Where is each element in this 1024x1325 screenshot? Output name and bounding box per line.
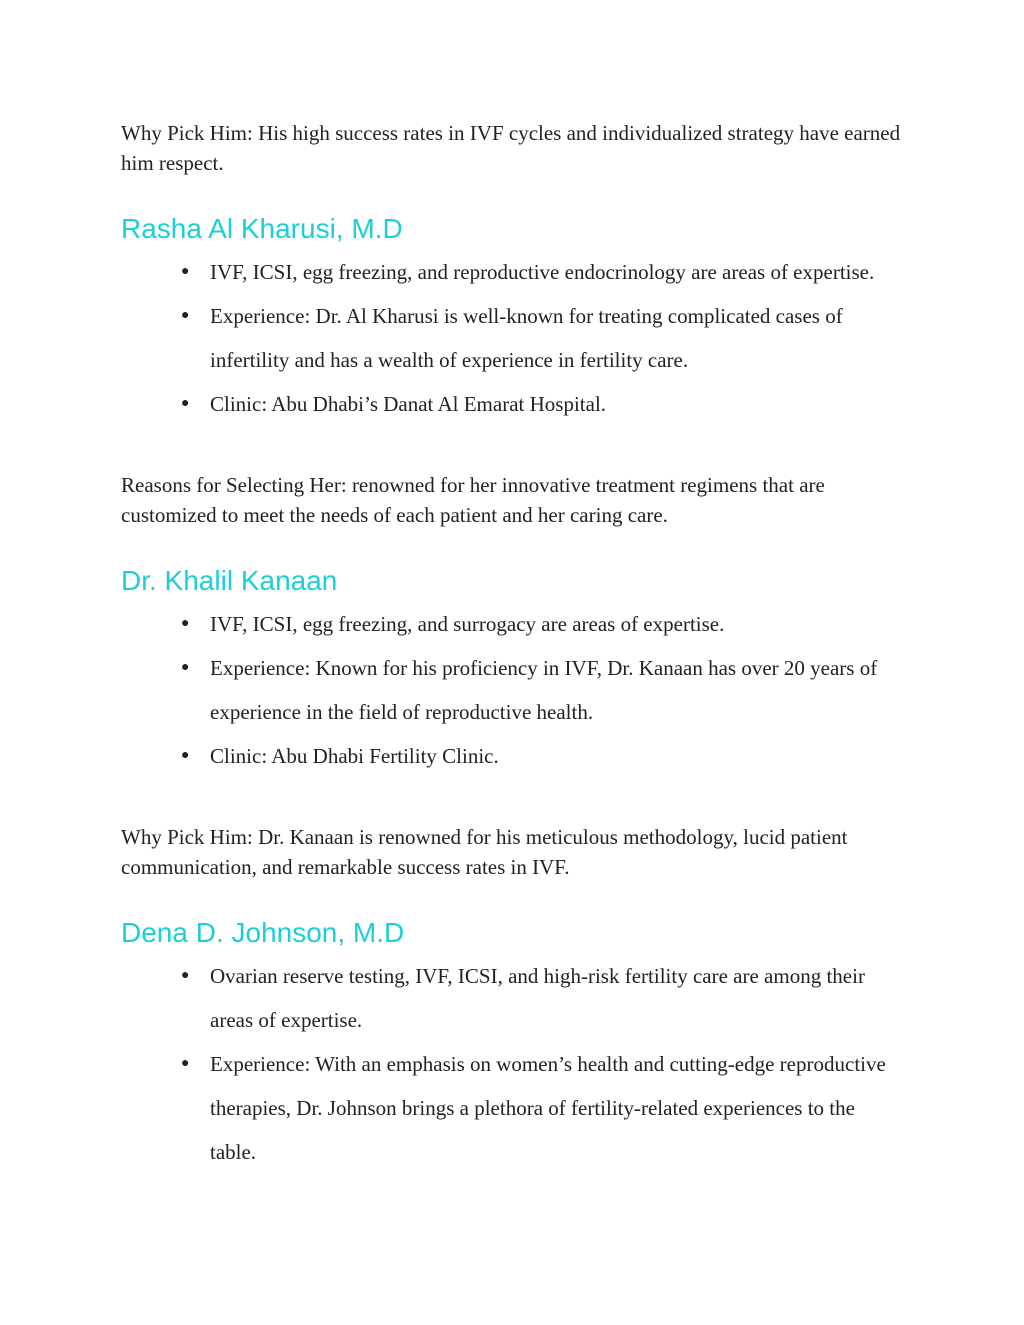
list-item [181, 250, 900, 294]
bullet-icon: ● [181, 308, 190, 323]
bullet-icon: ● [181, 968, 190, 983]
doctor-heading-dena-d-johnson: Dena D. Johnson, M.D [121, 917, 405, 948]
list-item [181, 1042, 900, 1174]
list-item [181, 734, 900, 778]
why-pick-him-paragraph-2: Why Pick Him: Dr. Kanaan is renowned for his meticulous methodology, lucid patient communication, and remarkable success rates in IVF. [121, 825, 848, 879]
list-item-text: IVF, ICSI, egg freezing, and surrogacy are areas of expertise. [210, 612, 725, 636]
doctor-heading-khalil-kanaan: Dr. Khalil Kanaan [121, 565, 338, 596]
why-pick-him-paragraph-1: Why Pick Him: His high success rates in IVF cycles and individualized strategy have earned him respect. [121, 121, 901, 175]
list-item-text: Clinic: Abu Dhabi’s Danat Al Emarat Hospital. [210, 392, 607, 416]
list-item [181, 954, 900, 1042]
list-item-text: Clinic: Abu Dhabi Fertility Clinic. [210, 744, 499, 768]
list-item [181, 294, 900, 382]
bullet-icon: ● [181, 616, 190, 631]
list-item-text: Ovarian reserve testing, IVF, ICSI, and high-risk fertility care are among their areas of expertise. [210, 964, 865, 1032]
bullet-icon: ● [181, 396, 190, 411]
list-item [181, 602, 900, 646]
list-item-text: IVF, ICSI, egg freezing, and reproductive endocrinology are areas of expertise. [210, 260, 875, 284]
dena-d-johnson-details-list [121, 954, 921, 1174]
list-item-text: Experience: Known for his proficiency in IVF, Dr. Kanaan has over 20 years of experience in the field of reproductive health. [210, 656, 878, 724]
bullet-icon: ● [181, 264, 190, 279]
list-item [181, 646, 900, 734]
rasha-al-kharusi-details-list [121, 250, 921, 426]
document-page [121, 118, 921, 1174]
reasons-for-selecting-her-paragraph: Reasons for Selecting Her: renowned for her innovative treatment regimens that are customized to meet the needs of each patient and her caring care. [121, 473, 825, 527]
doctor-heading-rasha-al-kharusi: Rasha Al Kharusi, M.D [121, 213, 403, 244]
list-item [181, 382, 900, 426]
khalil-kanaan-details-list [121, 602, 921, 778]
bullet-icon: ● [181, 660, 190, 675]
list-item-text: Experience: Dr. Al Kharusi is well-known for treating complicated cases of infertility and has a wealth of experience in fertility care. [210, 304, 843, 372]
bullet-icon: ● [181, 748, 190, 763]
list-item-text: Experience: With an emphasis on women’s health and cutting-edge reproductive therapies, Dr. Johnson brings a plethora of fertility-related experiences to the table. [210, 1052, 886, 1164]
bullet-icon: ● [181, 1056, 190, 1071]
